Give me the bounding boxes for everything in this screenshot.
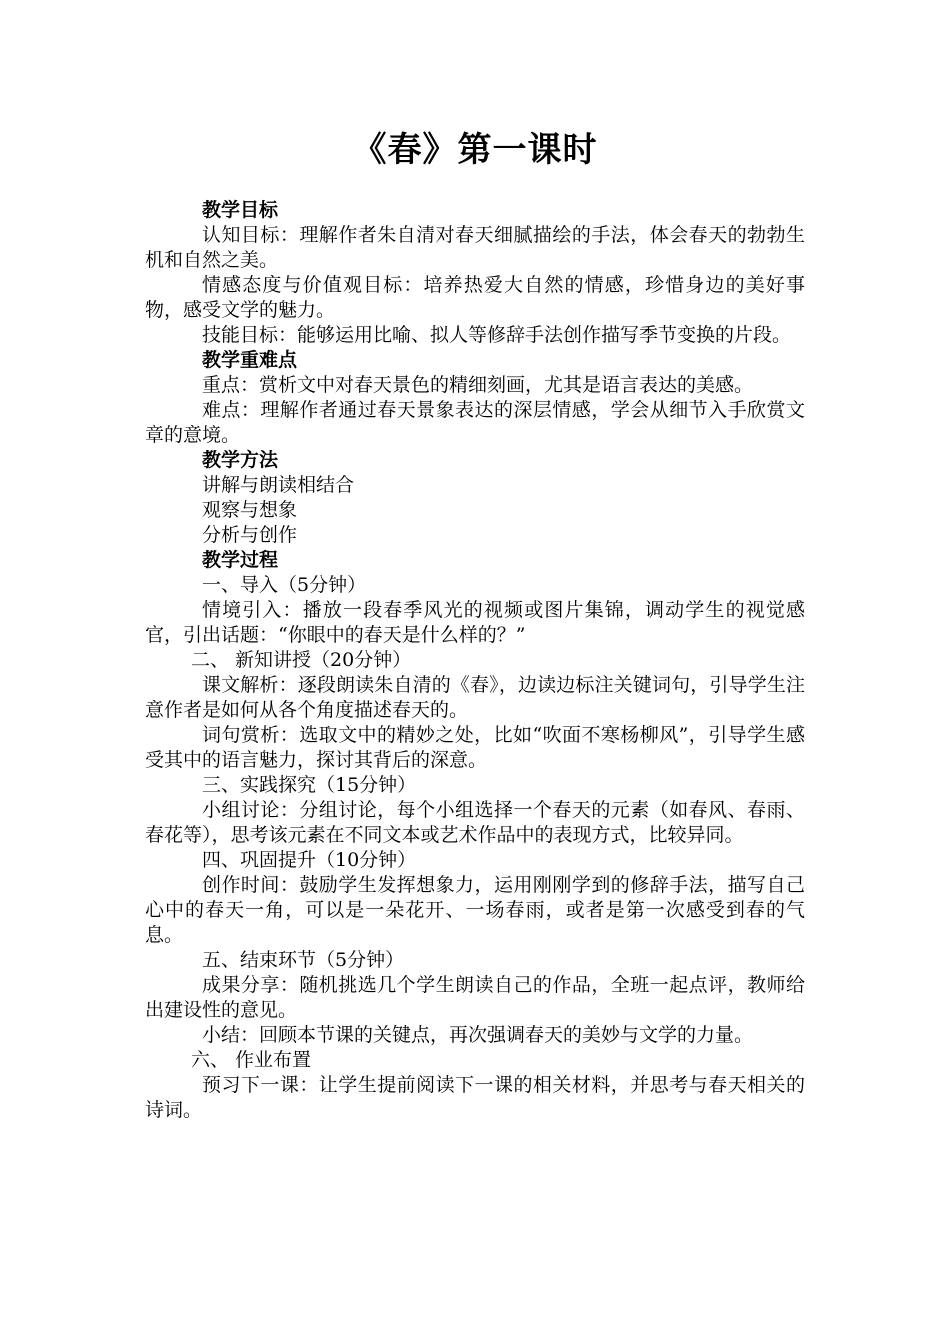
step-text-5b: 小结：回顾本节课的关键点，再次强调春天的美妙与文学的力量。 [202, 1024, 754, 1046]
step-title-2: 二、 新知讲授（20分钟） [191, 649, 412, 671]
step-text-2a: 课文解析：逐段朗读朱自清的《春》，边读边标注关键词句，引导学生注意作者是如何从各个角度描述春天的。 [145, 674, 805, 721]
paragraph-key-point: 重点：赏析文中对春天景色的精细刻画，尤其是语言表达的美感。 [202, 374, 754, 396]
method-item: 讲解与朗读相结合 [202, 474, 355, 496]
section-heading-key-points: 教学重难点 [202, 349, 298, 371]
method-item: 观察与想象 [202, 499, 298, 521]
step-text-5a: 成果分享：随机挑选几个学生朗读自己的作品，全班一起点评，教师给出建设性的意见。 [145, 974, 805, 1021]
step-text-4: 创作时间：鼓励学生发挥想象力，运用刚刚学到的修辞手法，描写自己心中的春天一角，可以是一朵花开、一场春雨，或者是第一次感受到春的气息。 [145, 874, 805, 946]
step-title-4: 四、巩固提升（10分钟） [202, 849, 417, 871]
section-heading-process: 教学过程 [202, 549, 279, 571]
document-page [145, 0, 805, 1344]
paragraph-skill-objective: 技能目标：能够运用比喻、拟人等修辞手法创作描写季节变换的片段。 [202, 324, 792, 346]
section-heading-objectives: 教学目标 [202, 199, 279, 221]
step-title-6: 六、 作业布置 [191, 1049, 312, 1071]
method-item: 分析与创作 [202, 524, 298, 546]
step-text-2b: 词句赏析：选取文中的精妙之处，比如“吹面不寒杨柳风”，引导学生感受其中的语言魅力，探讨其背后的深意。 [145, 724, 805, 771]
step-title-3: 三、实践探究（15分钟） [202, 774, 417, 796]
paragraph-emotional-objective: 情感态度与价值观目标：培养热爱大自然的情感，珍惜身边的美好事物，感受文学的魅力。 [145, 274, 805, 321]
step-text-1: 情境引入：播放一段春季风光的视频或图片集锦，调动学生的视觉感官，引出话题：“你眼中的春天是什么样的？” [145, 599, 805, 646]
step-text-3: 小组讨论：分组讨论，每个小组选择一个春天的元素（如春风、春雨、春花等），思考该元素在不同文本或艺术作品中的表现方式，比较异同。 [145, 799, 805, 846]
step-title-1: 一、导入（5分钟） [202, 574, 367, 596]
paragraph-cognitive-objective: 认知目标：理解作者朱自清对春天细腻描绘的手法，体会春天的勃勃生机和自然之美。 [145, 224, 805, 271]
step-title-5: 五、结束环节（5分钟） [202, 949, 405, 971]
document-title: 《春》第一课时 [352, 130, 598, 170]
paragraph-difficult-point: 难点：理解作者通过春天景象表达的深层情感，学会从细节入手欣赏文章的意境。 [145, 399, 805, 446]
section-heading-methods: 教学方法 [202, 449, 279, 471]
document-body [145, 198, 805, 1123]
step-text-6: 预习下一课：让学生提前阅读下一课的相关材料，并思考与春天相关的诗词。 [145, 1074, 805, 1121]
